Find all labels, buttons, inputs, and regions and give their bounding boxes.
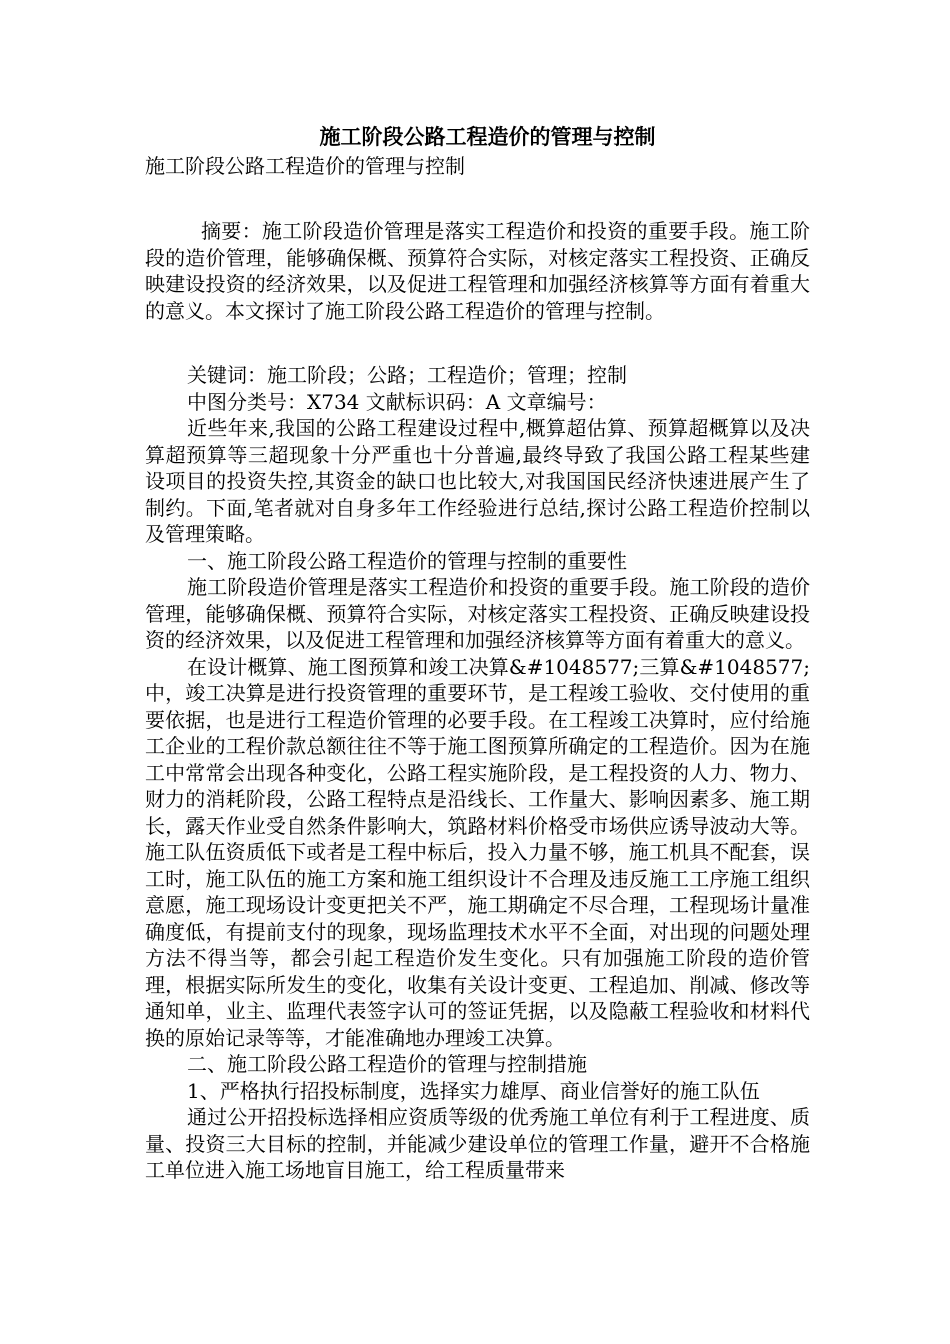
body-paragraph-intro: 近些年来,我国的公路工程建设过程中,概算超估算、预算超概算以及决算超预算等三超现象十分严重也十分普遍,最终导致了我国公路工程某些建设项目的投资失控,其资金的缺口也比较大,对我国国民经济快速进展产生了制约。下面,笔者就对自身多年工作经验进行总结,探讨公路工程造价控制以及管理策略。 [145,416,810,546]
section-heading-1: 一、施工阶段公路工程造价的管理与控制的重要性 [187,548,627,573]
section-heading-2: 二、施工阶段公路工程造价的管理与控制措施 [187,1052,587,1076]
abstract-paragraph: 摘要：施工阶段造价管理是落实工程造价和投资的重要手段。施工阶段的造价管理，能够确保概、预算符合实际，对核定落实工程投资、正确反映建设投资的经济效果，以及促进工程管理和加强经济核算等方面有着重大的意义。本文探讨了施工阶段公路工程造价的管理与控制。 [145,219,810,323]
keywords-line: 关键词：施工阶段；公路；工程造价；管理；控制 [187,363,627,387]
body-paragraph-importance: 施工阶段造价管理是落实工程造价和投资的重要手段。施工阶段的造价管理，能够确保概、预算符合实际，对核定落实工程投资、正确反映建设投资的经济效果，以及促进工程管理和加强经济核算等方面有着重大的意义。 [145,575,810,652]
classification-line: 中图分类号：X734 文献标识码：A 文章编号： [187,389,607,414]
body-paragraph-settlement: 在设计概算、施工图预算和竣工决算&#1048577;三算&#1048577;中，竣工决算是进行投资管理的重要环节，是工程竣工验收、交付使用的重要依据，也是进行工程造价管理的必要手段。在工程竣工决算时，应付给施工企业的工程价款总额往往不等于施工图预算所确定的工程造价。因为在施工中常常会出现各种变化，公路工程实施阶段，是工程投资的人力、物力、财力的消耗阶段，公路工程特点是沿线长、工作量大、影响因素多、施工期长，露天作业受自然条件影响大，筑路材料价格受市场供应诱导波动大等。施工队伍资质低下或者是工程中标后，投入力量不够，施工机具不配套，误工时，施工队伍的施工方案和施工组织设计不合理及违反施工工序施工组织意愿，施工现场设计变更把关不严，施工期确定不尽合理，工程现场计量准确度低，有提前支付的现象，现场监理技术水平不全面，对出现的问题处理方法不得当等，都会引起工程造价发生变化。只有加强施工阶段的造价管理，根据实际所发生的变化，收集有关设计变更、工程追加、削减、修改等通知单，业主、监理代表签字认可的签证凭据，以及隐蔽工程验收和材料代换的原始记录等等，才能准确地办理竣工决算。 [145,654,810,1050]
document-subtitle: 施工阶段公路工程造价的管理与控制 [145,154,465,178]
document-title: 施工阶段公路工程造价的管理与控制 [319,124,656,149]
subsection-heading-1: 1、严格执行招投标制度，选择实力雄厚、商业信誉好的施工队伍 [187,1078,760,1103]
body-paragraph-bidding: 通过公开招投标选择相应资质等级的优秀施工单位有利于工程进度、质量、投资三大目标的控制，并能减少建设单位的管理工作量，避开不合格施工单位进入施工场地盲目施工，给工程质量带来 [145,1105,810,1182]
document-page [145,122,810,1184]
